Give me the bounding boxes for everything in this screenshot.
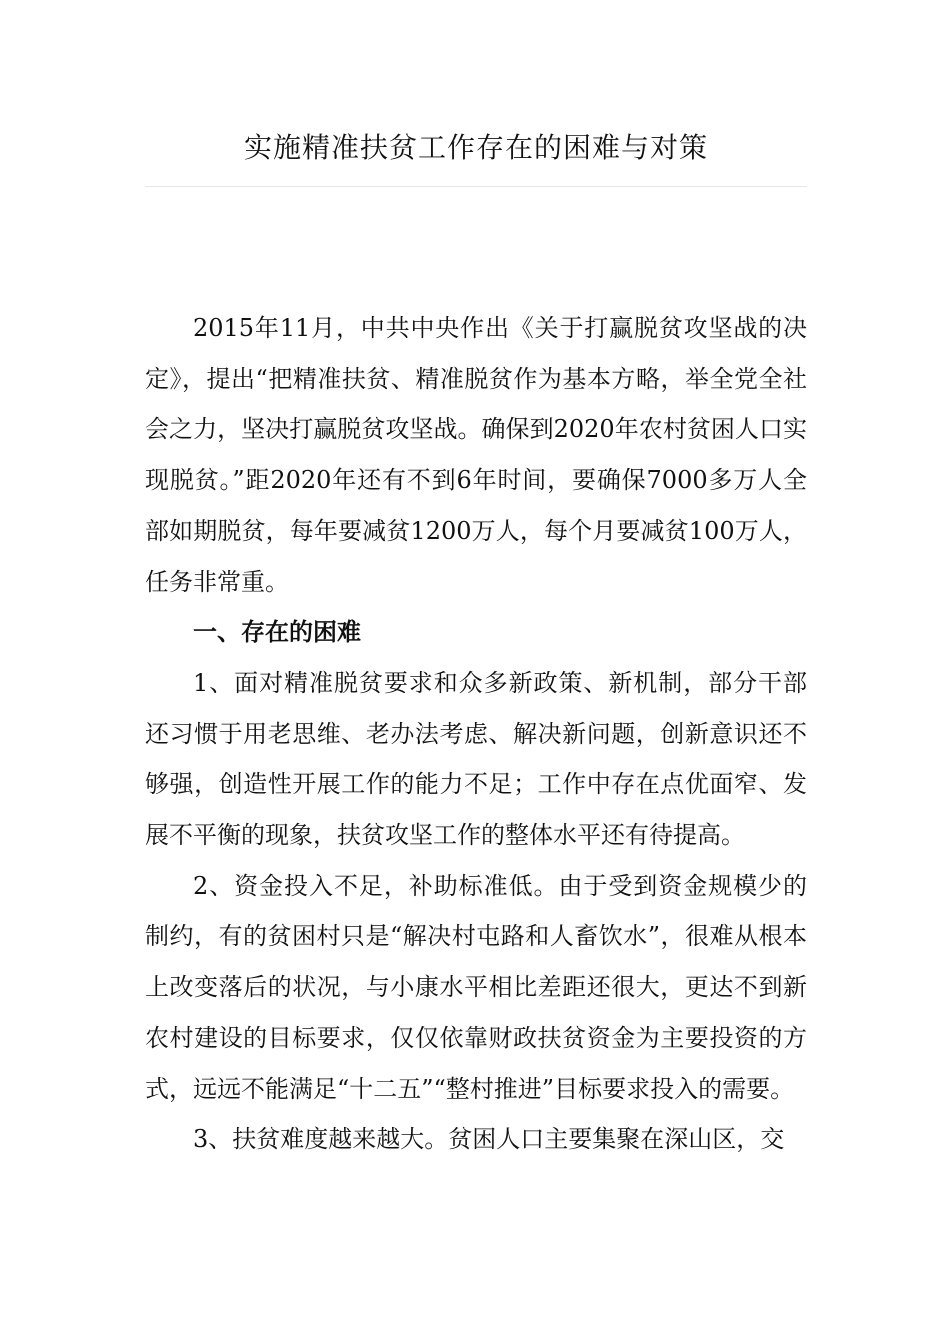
intro-paragraph: 2015年11月，中共中央作出《关于打赢脱贫攻坚战的决定》，提出“把精准扶贫、精准脱贫作为基本方略，举全党全社会之力，坚决打赢脱贫攻坚战。确保到2020年农村贫困人口实现脱贫。”距2020年还有不到6年时间，要确保7000多万人全部如期脱贫，每年要减贫1200万人，每个月要减贫100万人，任务非常重。 <box>145 314 807 596</box>
difficulty-item-1: 1、面对精准脱贫要求和众多新政策、新机制，部分干部还习惯于用老思维、老办法考虑、解决新问题，创新意识还不够强，创造性开展工作的能力不足；工作中存在点优面窄、发展不平衡的现象，扶贫攻坚工作的整体水平还有待提高。 <box>145 668 807 850</box>
document-title: 实施精准扶贫工作存在的困难与对策 <box>243 131 708 164</box>
section-heading-difficulties: 一、存在的困难 <box>193 618 361 647</box>
title-divider <box>145 186 807 187</box>
document-body <box>145 303 807 1165</box>
difficulty-item-3: 3、扶贫难度越来越大。贫困人口主要集聚在深山区，交 <box>193 1125 785 1154</box>
difficulty-item-2: 2、资金投入不足，补助标准低。由于受到资金规模少的制约，有的贫困村只是“解决村屯路和人畜饮水”，很难从根本上改变落后的状况，与小康水平相比差距还很大，更达不到新农村建设的目标要求，仅仅依靠财政扶贫资金为主要投资的方式，远远不能满足“十二五”“整村推进”目标要求投入的需要。 <box>145 871 807 1103</box>
